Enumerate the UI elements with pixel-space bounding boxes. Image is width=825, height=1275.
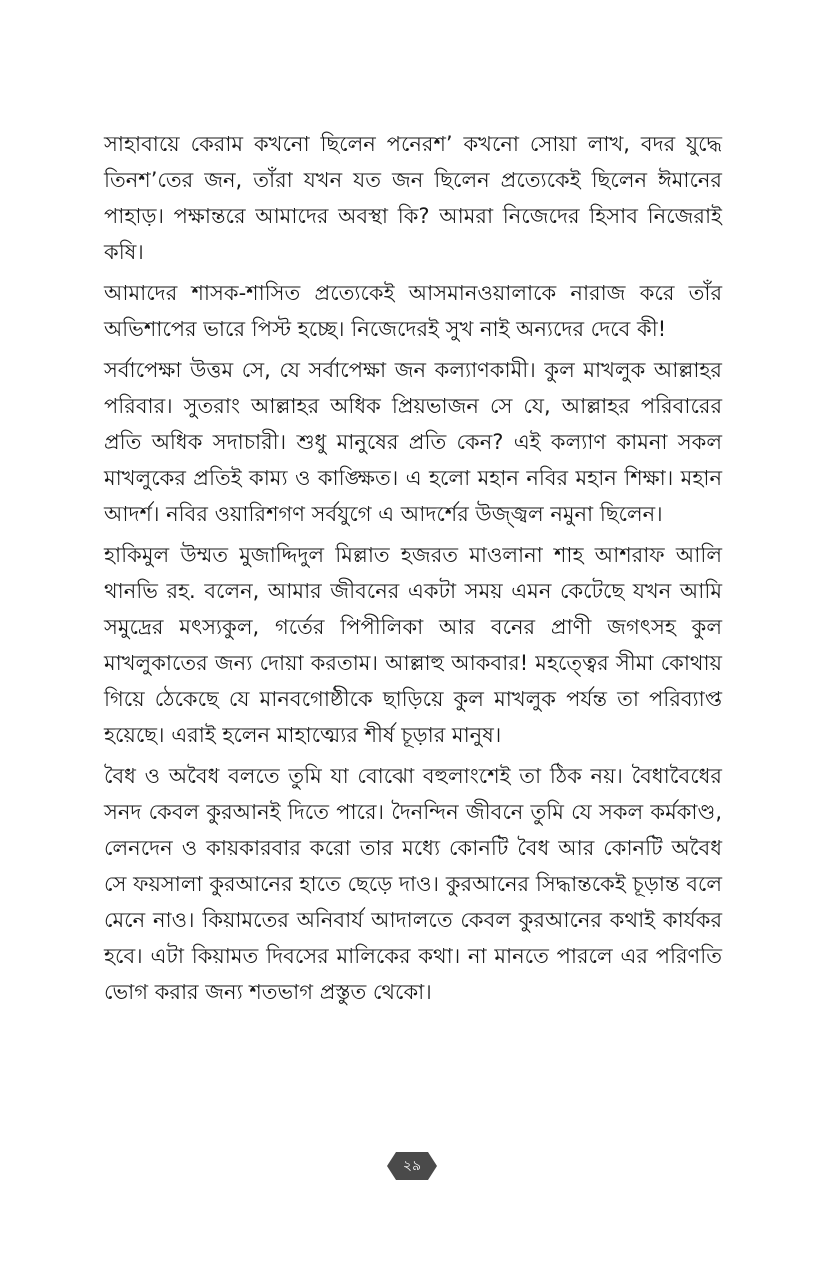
paragraph-4: হাকিমুল উম্মত মুজাদ্দিদুল মিল্লাত হজরত মাওলানা শাহ আশরাফ আলি থানভি রহ. বলেন, আমার জীবনের একটা সময় এমন কেটেছে যখন আমি সমুদ্রের মৎস্যকুল, গর্তের পিপীলিকা আর বনের প্রাণী জগৎসহ কুল মাখলুকাতের জন্য দোয়া করতাম। আল্লাহু আকবার! মহত্ত্বের সীমা কোথায় গিয়ে ঠেকেছে যে মানবগোষ্ঠীকে ছাড়িয়ে কুল মাখলুক পর্যন্ত তা পরিব্যাপ্ত হয়েছে। এরাই হলেন মাহাত্ম্যের শীর্ষ চূড়ার মানুষ। <box>104 543 722 747</box>
page-number-badge <box>386 1151 438 1181</box>
paragraph-3: সর্বাপেক্ষা উত্তম সে, যে সর্বাপেক্ষা জন কল্যাণকামী। কুল মাখলুক আল্লাহর পরিবার। সুতরাং আল্লাহর অধিক প্রিয়ভাজন সে যে, আল্লাহর পরিবারের প্রতি অধিক সদাচারী। শুধু মানুষের প্রতি কেন? এই কল্যাণ কামনা সকল মাখলুকের প্রতিই কাম্য ও কাঙ্ক্ষিত। এ হলো মহান নবির মহান শিক্ষা। মহান আদর্শ। নবির ওয়ারিশগণ সর্বযুগে এ আদর্শের উজ্জ্বল নমুনা ছিলেন। <box>104 358 722 526</box>
paragraph-5: বৈধ ও অবৈধ বলতে তুমি যা বোঝো বহুলাংশেই তা ঠিক নয়। বৈধাবৈধের সনদ কেবল কুরআনই দিতে পারে। দৈনন্দিন জীবনে তুমি যে সকল কর্মকাণ্ড, লেনদেন ও কায়কারবার করো তার মধ্যে কোনটি বৈধ আর কোনটি অবৈধ সে ফয়সালা কুরআনের হাতে ছেড়ে দাও। কুরআনের সিদ্ধান্তকেই চূড়ান্ত বলে মেনে নাও। কিয়ামতের অনিবার্য আদালতে কেবল কুরআনের কথাই কার্যকর হবে। এটা কিয়ামত দিবসের মালিকের কথা। না মানতে পারলে এর পরিণতি ভোগ করার জন্য শতভাগ প্রস্তুত থেকো। <box>104 764 722 1004</box>
paragraph-1: সাহাবায়ে কেরাম কখনো ছিলেন পনেরশ’ কখনো সোয়া লাখ, বদর যুদ্ধে তিনশ’তের জন, তাঁরা যখন যত জন ছিলেন প্রত্যেকেই ছিলেন ঈমানের পাহাড়। পক্ষান্তরে আমাদের অবস্থা কি? আমরা নিজেদের হিসাব নিজেরাই কষি। <box>104 132 722 264</box>
page-body <box>104 126 722 1015</box>
page-number: ২৯ <box>402 1158 422 1174</box>
paragraph-2: আমাদের শাসক-শাসিত প্রত্যেকেই আসমানওয়ালাকে নারাজ করে তাঁর অভিশাপের ভারে পিস্ট হচ্ছে। নিজেদেরই সুখ নাই অন্যদের দেবে কী! <box>104 281 722 341</box>
